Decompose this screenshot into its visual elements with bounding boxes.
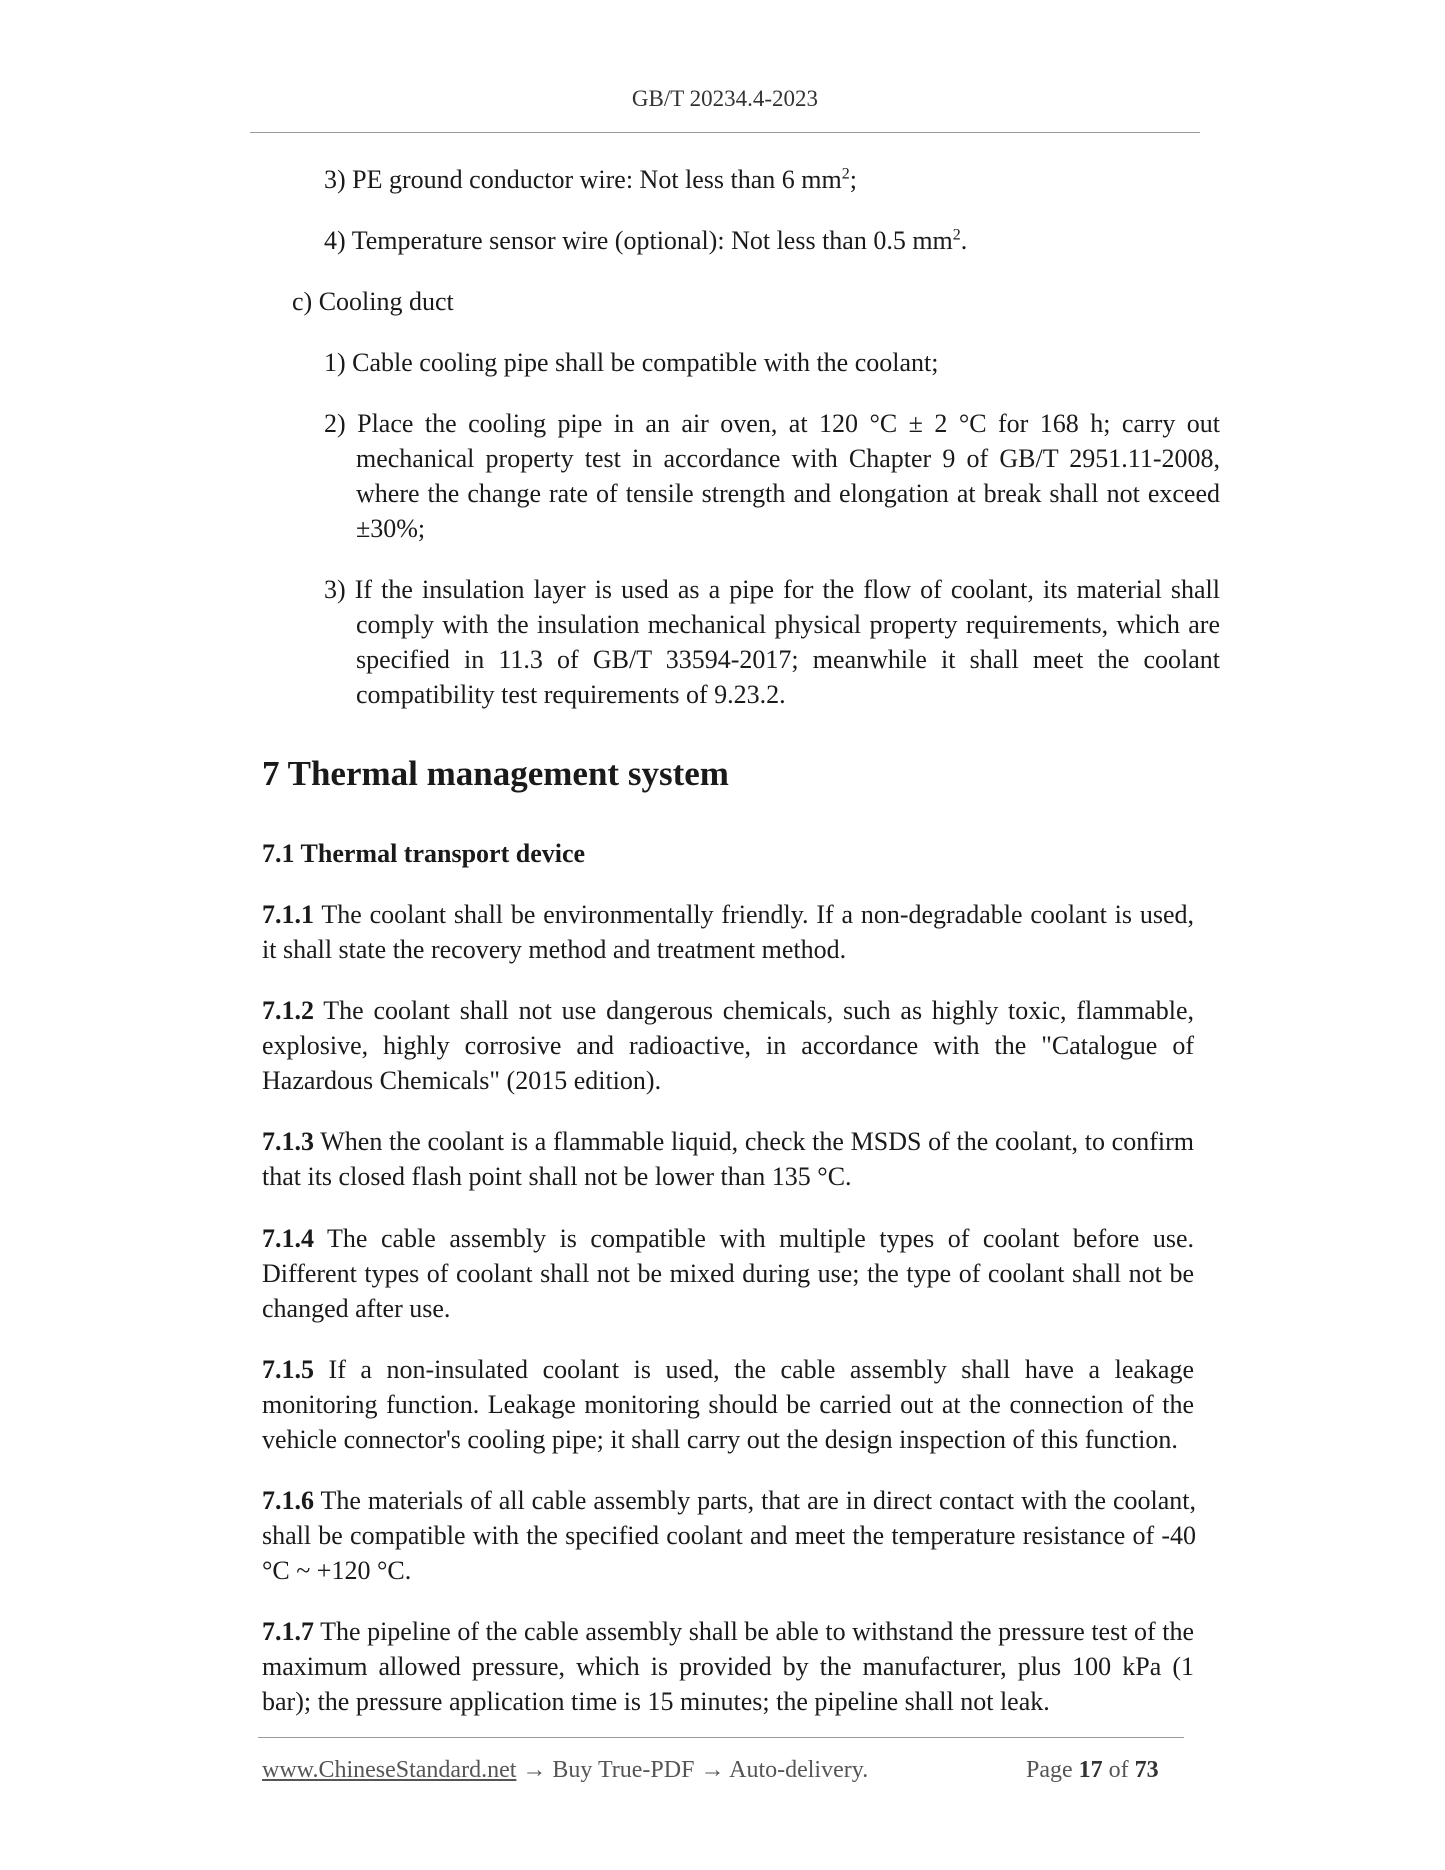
footer-divider [258, 1737, 1184, 1738]
clause-7-1-6 [262, 1483, 1196, 1588]
of-label: of [1108, 1757, 1129, 1783]
item-text: 4) Temperature sensor wire (optional): Not less than 0.5 mm [324, 226, 953, 255]
item-cooling-pipe-compatibility: 1) Cable cooling pipe shall be compatible with the coolant; [324, 348, 939, 377]
footer-promo [262, 1757, 868, 1784]
clause-text: If a non-insulated coolant is used, the cable assembly shall have a leakage monitoring function. Leakage monitoring should be carried out at the connection of the vehicle connector's cooling pipe; it shall carry out the design inspection of this function. [262, 1355, 1194, 1454]
superscript: 2 [952, 226, 961, 244]
clause-7-1-1 [262, 897, 1194, 967]
item-insulation-layer-pipe: 3) If the insulation layer is used as a pipe for the flow of coolant, its material shall comply with the insulation mechanical physical property requirements, which are specified in 11.3 of GB/T 33594-2017; meanwhile it shall meet the coolant compatibility test requirements of 9.23.2. [324, 575, 1220, 709]
clause-number: 7.1.4 [262, 1224, 314, 1253]
item-temperature-sensor-wire [324, 223, 1194, 258]
total-pages: 73 [1134, 1757, 1159, 1783]
clause-7-1-5 [262, 1352, 1194, 1457]
page-number [1026, 1757, 1159, 1784]
promo-text: → Buy True-PDF → Auto-delivery. [516, 1757, 869, 1783]
clause-7-1-7 [262, 1614, 1194, 1719]
clause-number: 7.1.7 [262, 1617, 314, 1646]
clause-text: When the coolant is a flammable liquid, check the MSDS of the coolant, to confirm that its closed flash point shall not be lower than 135 °C. [262, 1127, 1194, 1191]
item-text: 3) PE ground conductor wire: Not less than 6 mm [324, 165, 842, 194]
website-link[interactable]: www.ChineseStandard.net [262, 1757, 517, 1783]
clause-text: The coolant shall not use dangerous chemicals, such as highly toxic, flammable, explosive, highly corrosive and radioactive, in accordance with the "Catalogue of Hazardous Chemicals" (2015 edition). [262, 996, 1194, 1095]
clause-text: The materials of all cable assembly parts, that are in direct contact with the coolant, shall be compatible with the specified coolant and meet the temperature resistance of -40 °C ~ +120 °C. [262, 1486, 1196, 1585]
clause-number: 7.1.5 [262, 1355, 314, 1384]
clause-7-1-2 [262, 993, 1194, 1098]
page-label: Page [1026, 1757, 1073, 1783]
header-divider [250, 132, 1200, 133]
superscript: 2 [841, 165, 850, 183]
document-header: GB/T 20234.4-2023 [631, 86, 819, 111]
section-heading: 7 Thermal management system [262, 754, 729, 793]
current-page: 17 [1078, 1757, 1103, 1783]
item-pe-ground-wire [324, 162, 1194, 197]
clause-number: 7.1.6 [262, 1486, 314, 1515]
clause-number: 7.1.1 [262, 900, 314, 929]
clause-number: 7.1.3 [262, 1127, 314, 1156]
item-cooling-pipe-oven-test: 2) Place the cooling pipe in an air oven, at 120 °C ± 2 °C for 168 h; carry out mechanical property test in accordance with Chapter 9 of GB/T 2951.11-2008, where the change rate of tensile strength and elongation at break shall not exceed ±30%; [324, 409, 1220, 543]
clause-7-1-3 [262, 1124, 1194, 1194]
clause-text: The cable assembly is compatible with multiple types of coolant before use. Different types of coolant shall not be mixed during use; the type of coolant shall not be changed after use. [262, 1224, 1194, 1323]
item-tail: ; [849, 165, 857, 194]
clause-text: The coolant shall be environmentally friendly. If a non-degradable coolant is used, it shall state the recovery method and treatment method. [262, 900, 1194, 964]
subsection-heading: 7.1 Thermal transport device [262, 839, 586, 868]
item-cooling-duct-heading: c) Cooling duct [292, 287, 454, 316]
clause-number: 7.1.2 [262, 996, 314, 1025]
clause-7-1-4 [262, 1221, 1194, 1326]
item-tail: . [960, 226, 968, 255]
clause-text: The pipeline of the cable assembly shall be able to withstand the pressure test of the maximum allowed pressure, which is provided by the manufacturer, plus 100 kPa (1 bar); the pressure application time is 15 minutes; the pipeline shall not leak. [262, 1617, 1194, 1716]
